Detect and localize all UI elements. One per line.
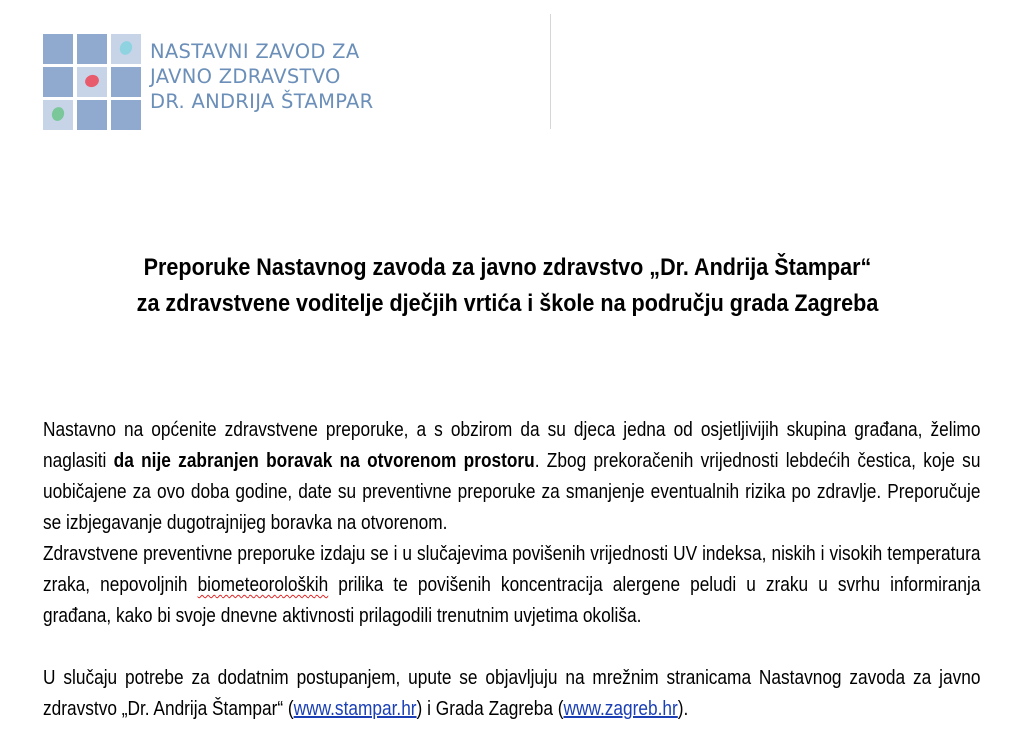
paragraph-1b <box>43 539 980 632</box>
paragraph-1b-start: Zdravstvene preventivne preporuke izdaju se i u slučajevima povišenih vrijednosti UV indeksa, niskih i visokih temperatura zraka, nepovoljnih <box>43 543 981 596</box>
paragraph-2-text-c: ). <box>677 698 689 720</box>
header-divider <box>550 14 551 129</box>
title-line-1: Preporuke Nastavnog zavoda za javno zdravstvo „Dr. Andrija Štampar“ <box>143 254 872 281</box>
paragraph-1 <box>43 415 980 539</box>
logo-line-2: JAVNO ZDRAVSTVO <box>150 65 341 88</box>
paragraph-2 <box>43 663 980 725</box>
stampar-link[interactable]: www.stampar.hr <box>293 698 417 720</box>
title-line-2: za zdravstvene voditelje dječjih vrtića i škole na području grada Zagreba <box>136 290 879 317</box>
logo-wordmark <box>150 39 374 114</box>
institute-logo <box>43 34 143 130</box>
paragraph-1-rest: . Zbog prekoračenih vrijednosti lebdećih čestica, koje su uobičajene za ovo doba godine, date su preventivne preporuke za smanjenje eventualnih rizika po zdravlje. Preporučuje se izbjegavanje dugotrajnijeg boravka na otvorenom. <box>43 450 981 534</box>
paragraph-2-text-a: U slučaju potrebe za dodatnim postupanjem, upute se objavljuju na mrežnim stranicama Nastavnog zavoda za javno zdravstvo „Dr. Andrija Štampar“ ( <box>43 667 981 720</box>
logo-line-3: DR. ANDRIJA ŠTAMPAR <box>150 90 374 113</box>
paragraph-1b-end: prilika te povišenih koncentracija alergene peludi u zraku u svrhu informiranja građana, kako bi svoje dnevne aktivnosti prilagodili trenutnim uvjetima okoliša. <box>43 574 981 627</box>
paragraph-1-intro: Nastavno na općenite zdravstvene preporuke, a s obzirom da su djeca jedna od osjetljivijih skupina građana, želimo naglasiti <box>43 419 981 472</box>
paragraph-1-bold: da nije zabranjen boravak na otvorenom prostoru <box>113 450 535 472</box>
document-body <box>43 415 980 725</box>
document-title <box>87 250 927 322</box>
paragraph-2-text-b: ) i Grada Zagreba ( <box>416 698 564 720</box>
spellcheck-marked-word[interactable]: biometeoroloških <box>197 574 329 596</box>
logo-line-1: NASTAVNI ZAVOD ZA <box>150 40 360 63</box>
zagreb-link[interactable]: www.zagreb.hr <box>563 698 678 720</box>
